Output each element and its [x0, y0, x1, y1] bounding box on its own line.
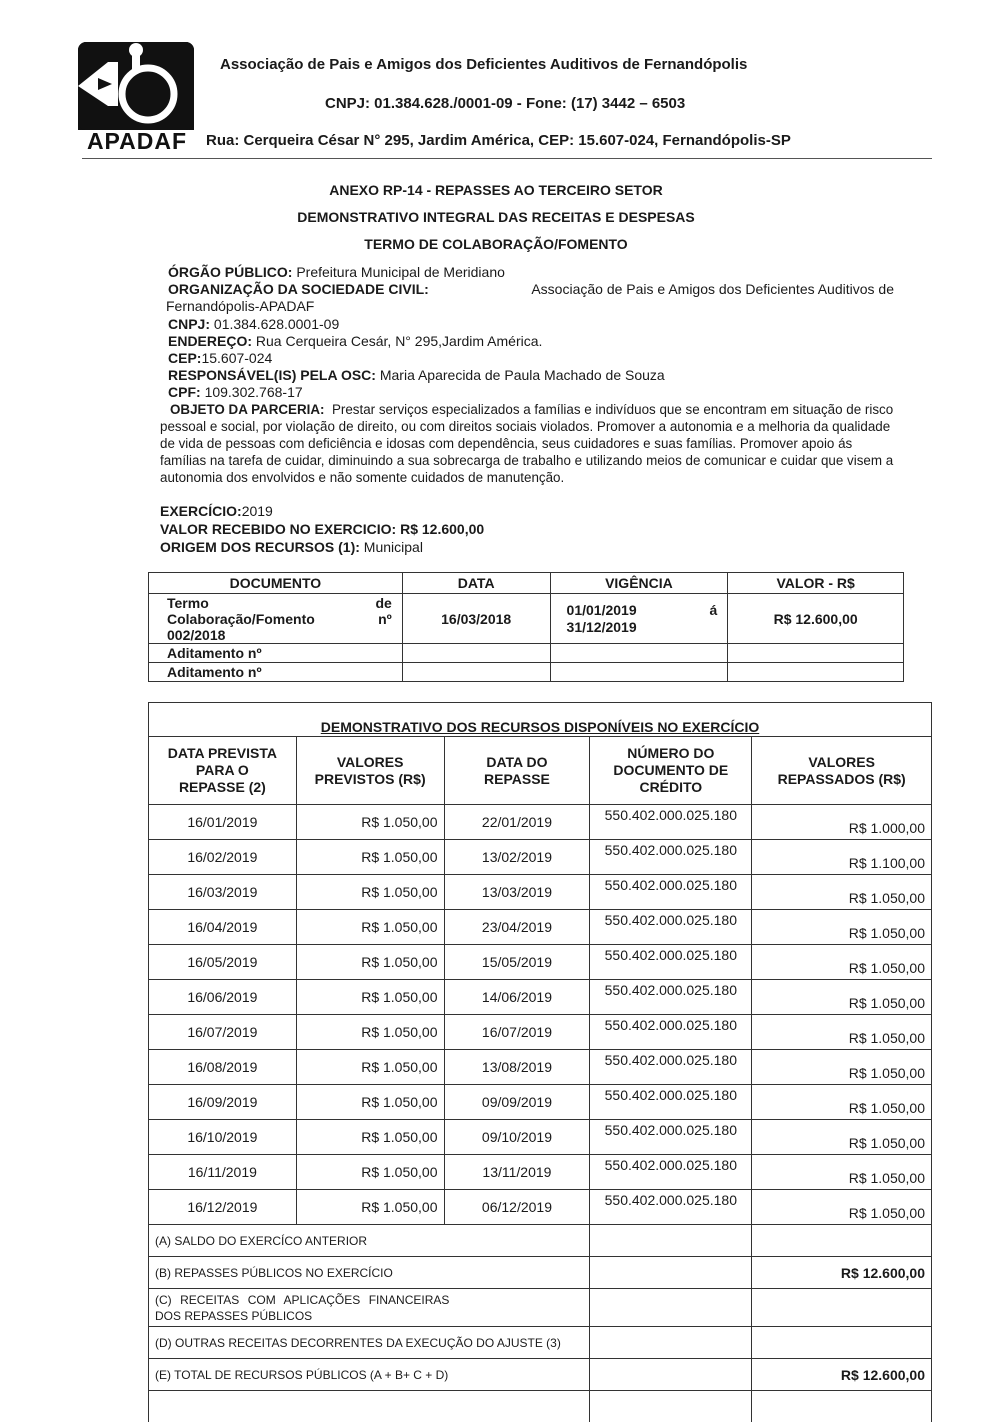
valor-repassado-cell: R$ 1.050,00 [752, 875, 932, 910]
vigencia-sep: á [710, 602, 718, 619]
aditamento-2-valor [728, 663, 904, 682]
cep-value: 15.607-024 [201, 350, 272, 366]
repasse-row [149, 1050, 932, 1085]
data-repasse-cell: 15/05/2019 [444, 945, 590, 980]
valor-previsto-cell: R$ 1.050,00 [296, 805, 444, 840]
doc-row-aditamento-2 [149, 663, 904, 682]
doc-header-valor: VALOR - R$ [728, 573, 904, 594]
valor-previsto-cell: R$ 1.050,00 [296, 1190, 444, 1225]
numero-documento-cell: 550.402.000.025.180 [590, 875, 752, 910]
orgao-label: ÓRGÃO PÚBLICO: [168, 264, 292, 280]
blank-cell-3 [752, 1391, 932, 1422]
cnpj-value: 01.384.628.0001-09 [214, 316, 339, 332]
repasse-row [149, 840, 932, 875]
doc-row-termo [149, 594, 904, 644]
summary-a-blank [590, 1225, 752, 1257]
valor-previsto-cell: R$ 1.050,00 [296, 910, 444, 945]
numero-documento-cell: 550.402.000.025.180 [590, 1085, 752, 1120]
data-repasse-cell: 14/06/2019 [444, 980, 590, 1015]
doc-header-data: DATA [402, 573, 550, 594]
valor-repassado-cell: R$ 1.050,00 [752, 1085, 932, 1120]
data-repasse-cell: 22/01/2019 [444, 805, 590, 840]
valor-previsto-cell: R$ 1.050,00 [296, 1050, 444, 1085]
exercicio-label: EXERCÍCIO: [160, 503, 242, 519]
valor-previsto-cell: R$ 1.050,00 [296, 1015, 444, 1050]
data-prevista-cell: 16/02/2019 [149, 840, 297, 875]
vigencia-end: 31/12/2019 [567, 619, 718, 636]
valor-previsto-cell: R$ 1.050,00 [296, 1120, 444, 1155]
header-data-prevista: DATA PREVISTA PARA O REPASSE (2) [149, 737, 297, 805]
endereco-label: ENDEREÇO: [168, 333, 252, 349]
data-repasse-cell: 13/08/2019 [444, 1050, 590, 1085]
responsavel-value: Maria Aparecida de Paula Machado de Souza [380, 367, 665, 383]
cpf-value: 109.302.768-17 [205, 384, 303, 400]
summary-row-blank [149, 1391, 932, 1422]
repasses-summary [149, 1225, 932, 1422]
repasse-row [149, 1120, 932, 1155]
header-numero-documento: NÚMERO DO DOCUMENTO DE CRÉDITO [590, 737, 752, 805]
summary-c-blank [590, 1289, 752, 1327]
association-name: Associação de Pais e Amigos dos Deficientes Auditivos de Fernandópolis [220, 56, 747, 73]
summary-row-b [149, 1257, 932, 1289]
valor-repassado-cell: R$ 1.050,00 [752, 1015, 932, 1050]
cnpj-label: CNPJ: [168, 316, 210, 332]
numero-documento-cell: 550.402.000.025.180 [590, 805, 752, 840]
osc-label: ORGANIZAÇÃO DA SOCIEDADE CIVIL: [168, 281, 429, 298]
data-prevista-cell: 16/09/2019 [149, 1085, 297, 1120]
blank-cell-2 [590, 1391, 752, 1422]
numero-documento-cell: 550.402.000.025.180 [590, 1120, 752, 1155]
data-repasse-cell: 13/03/2019 [444, 875, 590, 910]
summary-c-value [752, 1289, 932, 1327]
aditamento-1-valor [728, 644, 904, 663]
numero-documento-cell: 550.402.000.025.180 [590, 1050, 752, 1085]
document-table [148, 572, 904, 682]
aditamento-2-data [402, 663, 550, 682]
repasses-title: DEMONSTRATIVO DOS RECURSOS DISPONÍVEIS NO EXERCÍCIO [148, 719, 932, 735]
data-prevista-cell: 16/11/2019 [149, 1155, 297, 1190]
repasse-row [149, 910, 932, 945]
valor-repassado-cell: R$ 1.050,00 [752, 1155, 932, 1190]
repasse-row [149, 805, 932, 840]
de-word: de [375, 595, 391, 611]
valor-repassado-cell: R$ 1.000,00 [752, 805, 932, 840]
valor-previsto-cell: R$ 1.050,00 [296, 875, 444, 910]
blank-cell-1 [149, 1391, 590, 1422]
numero-documento-cell: 550.402.000.025.180 [590, 910, 752, 945]
data-prevista-cell: 16/06/2019 [149, 980, 297, 1015]
endereco-value: Rua Cerqueira Cesár, N° 295,Jardim América. [256, 333, 543, 349]
valor-previsto-cell: R$ 1.050,00 [296, 980, 444, 1015]
doc-cell-termo [149, 594, 403, 644]
valor-previsto-cell: R$ 1.050,00 [296, 1155, 444, 1190]
repasse-row [149, 1190, 932, 1225]
repasse-row [149, 980, 932, 1015]
doc-header-documento: DOCUMENTO [149, 573, 403, 594]
doc-header-row [149, 573, 904, 594]
responsavel-label: RESPONSÁVEL(IS) PELA OSC: [168, 367, 376, 383]
summary-e-value: R$ 12.600,00 [752, 1359, 932, 1391]
aditamento-1-label: Aditamento nº [149, 644, 403, 663]
valor-previsto-cell: R$ 1.050,00 [296, 1085, 444, 1120]
summary-b-blank [590, 1257, 752, 1289]
data-prevista-cell: 16/10/2019 [149, 1120, 297, 1155]
objeto-label: OBJETO DA PARCERIA: [170, 402, 325, 417]
summary-row-a [149, 1225, 932, 1257]
summary-a-value [752, 1225, 932, 1257]
repasse-row [149, 1015, 932, 1050]
logo-mark [78, 42, 194, 130]
valor-recebido-label: VALOR RECEBIDO NO EXERCICIO: R$ 12.600,00 [160, 521, 484, 537]
valor-recebido-line [160, 521, 484, 538]
numero-documento-cell: 550.402.000.025.180 [590, 1015, 752, 1050]
summary-c-label: (C) RECEITAS COM APLICAÇÕES FINANCEIRAS DOS REPASSES PÚBLICOS [149, 1289, 590, 1327]
logo-text: APADAF [78, 128, 196, 155]
summary-row-c [149, 1289, 932, 1327]
header-valores-repassados: VALORES REPASSADOS (R$) [752, 737, 932, 805]
valor-previsto-cell: R$ 1.050,00 [296, 945, 444, 980]
numero-documento-cell: 550.402.000.025.180 [590, 945, 752, 980]
data-repasse-cell: 09/09/2019 [444, 1085, 590, 1120]
objeto-paragraph [160, 401, 900, 486]
data-prevista-cell: 16/03/2019 [149, 875, 297, 910]
repasse-row [149, 945, 932, 980]
summary-b-value: R$ 12.600,00 [752, 1257, 932, 1289]
doc-cell-valor: R$ 12.600,00 [728, 594, 904, 644]
origem-line [160, 539, 423, 556]
cep-label: CEP: [168, 350, 201, 366]
valor-repassado-cell: R$ 1.050,00 [752, 980, 932, 1015]
repasses-header-row [149, 737, 932, 805]
repasse-row [149, 1085, 932, 1120]
statement-title: DEMONSTRATIVO INTEGRAL DAS RECEITAS E DESPESAS [0, 209, 992, 225]
annex-title: ANEXO RP-14 - REPASSES AO TERCEIRO SETOR [0, 182, 992, 198]
summary-row-d [149, 1327, 932, 1359]
vigencia-start: 01/01/2019 [567, 602, 637, 619]
numero-documento-cell: 550.402.000.025.180 [590, 1155, 752, 1190]
aditamento-1-vigencia [550, 644, 728, 663]
summary-a-label: (A) SALDO DO EXERCÍCO ANTERIOR [149, 1225, 590, 1257]
data-repasse-cell: 06/12/2019 [444, 1190, 590, 1225]
summary-d-value [752, 1327, 932, 1359]
numero-documento-cell: 550.402.000.025.180 [590, 1190, 752, 1225]
valor-repassado-cell: R$ 1.100,00 [752, 840, 932, 875]
association-address: Rua: Cerqueira César N° 295, Jardim América, CEP: 15.607-024, Fernandópolis-SP [206, 132, 791, 149]
repasse-row [149, 875, 932, 910]
summary-d-label: (D) OUTRAS RECEITAS DECORRENTES DA EXECUÇÃO DO AJUSTE (3) [149, 1327, 590, 1359]
colaboracao-word: Colaboração/Fomento [167, 611, 315, 627]
endereco-line [168, 333, 542, 350]
aditamento-1-data [402, 644, 550, 663]
responsavel-line [168, 367, 665, 384]
numero-word: nº [378, 611, 392, 627]
doc-header-vigencia: VIGÊNCIA [550, 573, 728, 594]
data-prevista-cell: 16/12/2019 [149, 1190, 297, 1225]
exercicio-value: 2019 [242, 503, 273, 519]
data-prevista-cell: 16/07/2019 [149, 1015, 297, 1050]
orgao-publico-line [168, 264, 505, 281]
header-valores-previstos: VALORES PREVISTOS (R$) [296, 737, 444, 805]
doc-cell-data: 16/03/2018 [402, 594, 550, 644]
objeto-value: Prestar serviços especializados a famílias e indivíduos que se encontram em situação de risco pessoal e social, por violação de direito, ou com direitos sociais violados. Promover a autonomia e a melhoria da qualidade de vida de pessoas com deficiência e idosas com dependência, seus cuidadores e suas famílias. Promover apoio ás famílias na tarefa de cuidar, diminuindo a sua sobrecarga de trabalho e utilizando meios de comunicar e cuidar que visem a autonomia dos envolvidos e não somente cuidados de manutenção. [160, 402, 893, 485]
data-repasse-cell: 13/02/2019 [444, 840, 590, 875]
summary-b-label: (B) REPASSES PÚBLICOS NO EXERCÍCIO [149, 1257, 590, 1289]
repasse-row [149, 1155, 932, 1190]
doc-row-aditamento-1 [149, 644, 904, 663]
osc-line [168, 281, 894, 298]
cpf-line [168, 384, 303, 401]
ear-ring-icon [78, 42, 194, 130]
exercicio-line [160, 503, 273, 520]
repasses-body [149, 805, 932, 1225]
data-prevista-cell: 16/08/2019 [149, 1050, 297, 1085]
termo-number: 002/2018 [167, 627, 392, 643]
origem-label: ORIGEM DOS RECURSOS (1): [160, 539, 360, 555]
summary-e-blank [590, 1359, 752, 1391]
cpf-label: CPF: [168, 384, 201, 400]
data-repasse-cell: 23/04/2019 [444, 910, 590, 945]
term-title: TERMO DE COLABORAÇÃO/FOMENTO [0, 236, 992, 252]
aditamento-2-label: Aditamento nº [149, 663, 403, 682]
apadaf-logo [78, 42, 196, 154]
osc-value-1: Associação de Pais e Amigos dos Deficientes Auditivos de [531, 281, 894, 298]
summary-e-label: (E) TOTAL DE RECURSOS PÚBLICOS (A + B+ C + D) [149, 1359, 590, 1391]
header-divider [82, 158, 932, 159]
valor-repassado-cell: R$ 1.050,00 [752, 1190, 932, 1225]
cnpj-line [168, 316, 339, 333]
doc-cell-vigencia [550, 594, 728, 644]
valor-previsto-cell: R$ 1.050,00 [296, 840, 444, 875]
numero-documento-cell: 550.402.000.025.180 [590, 840, 752, 875]
summary-row-e [149, 1359, 932, 1391]
aditamento-2-vigencia [550, 663, 728, 682]
data-repasse-cell: 16/07/2019 [444, 1015, 590, 1050]
osc-value-2: Fernandópolis-APADAF [166, 298, 314, 315]
orgao-value: Prefeitura Municipal de Meridiano [296, 264, 505, 280]
valor-repassado-cell: R$ 1.050,00 [752, 1050, 932, 1085]
data-repasse-cell: 09/10/2019 [444, 1120, 590, 1155]
summary-d-blank [590, 1327, 752, 1359]
cnpj-phone: CNPJ: 01.384.628./0001-09 - Fone: (17) 3442 – 6503 [325, 95, 685, 112]
valor-repassado-cell: R$ 1.050,00 [752, 1120, 932, 1155]
valor-repassado-cell: R$ 1.050,00 [752, 945, 932, 980]
valor-repassado-cell: R$ 1.050,00 [752, 910, 932, 945]
data-prevista-cell: 16/05/2019 [149, 945, 297, 980]
termo-word: Termo [167, 595, 209, 611]
data-repasse-cell: 13/11/2019 [444, 1155, 590, 1190]
repasses-table [148, 736, 932, 1422]
data-prevista-cell: 16/01/2019 [149, 805, 297, 840]
numero-documento-cell: 550.402.000.025.180 [590, 980, 752, 1015]
origem-value: Municipal [364, 539, 423, 555]
data-prevista-cell: 16/04/2019 [149, 910, 297, 945]
header-data-repasse: DATA DO REPASSE [444, 737, 590, 805]
cep-line [168, 350, 272, 367]
